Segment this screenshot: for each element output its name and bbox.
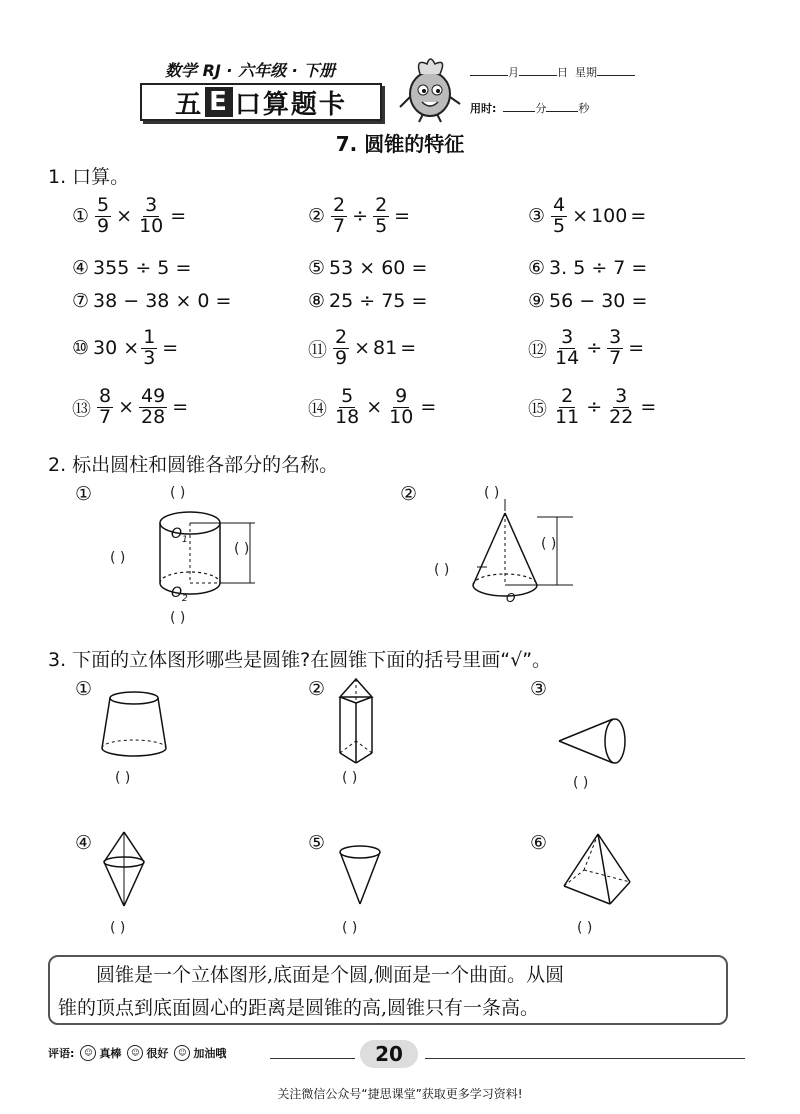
calc-item-8: ⑧ 25 ÷ 75 = [308, 290, 428, 312]
answer-blank: ( ) [434, 562, 450, 578]
date-field: 月 日 星期 [470, 64, 635, 80]
calc-item-14: ⑭ $\frac{5}{18}$ × $\frac{9}{10}$ = [308, 385, 437, 428]
calc-item-6: ⑥ 3. 5 ÷ 7 = [528, 257, 648, 279]
center-o2-label: $O_2$ [171, 585, 188, 604]
shape-label: ③ [530, 678, 548, 700]
calc-item-3: ③ $\frac{4}{5}$ × 100 = [528, 194, 647, 237]
smile-big-icon: ☺ [80, 1045, 96, 1061]
prism-shape [330, 675, 382, 770]
book-subtitle: 数学 RJ · 六年级 · 下册 [165, 61, 336, 80]
answer-blank: ( ) [342, 920, 358, 936]
book-title: 五 E 口算题卡 [140, 83, 382, 121]
answer-blank: ( ) [110, 550, 126, 566]
calc-item-7: ⑦ 38 − 38 × 0 = [72, 290, 232, 312]
answer-blank: ( ) [115, 770, 131, 786]
shape-label: ④ [75, 832, 93, 854]
answer-blank: ( ) [170, 610, 186, 626]
divider [270, 1058, 355, 1059]
knowledge-note: 圆锥是一个立体图形,底面是个圆,侧面是一个曲面。从圆 锥的顶点到底面圆心的距离是圆锥的高,圆锥只有一条高。 [48, 955, 728, 1025]
wechat-notice: 关注微信公众号“捷思课堂”获取更多学习资料! [277, 1087, 523, 1101]
mascot-icon [395, 52, 465, 124]
cone-sideways-shape [555, 715, 630, 770]
answer-blank: ( ) [170, 485, 186, 501]
fig-label-cylinder: ① [75, 483, 93, 505]
calc-item-2: ② $\frac{2}{7}$ ÷ $\frac{2}{5}$ = [308, 194, 411, 237]
calc-item-4: ④ 355 ÷ 5 = [72, 257, 192, 279]
fig-label-cone: ② [400, 483, 418, 505]
calc-item-5: ⑤ 53 × 60 = [308, 257, 428, 279]
shape-label: ① [75, 678, 93, 700]
divider [425, 1058, 745, 1059]
page-number: 20 [360, 1040, 418, 1068]
center-o-label: O [506, 591, 516, 605]
double-cone-shape [100, 828, 148, 910]
answer-blank: ( ) [484, 485, 500, 501]
time-field: 用时: 分 秒 [470, 102, 590, 115]
section3-title: 3. 下面的立体图形哪些是圆锥?在圆锥下面的括号里画“√”。 [48, 649, 552, 671]
answer-blank: ( ) [541, 536, 557, 552]
cone-diagram [465, 495, 585, 615]
calc-item-1: ① $\frac{5}{9}$ × $\frac{3}{10}$ = [72, 194, 187, 237]
page-title: 7. 圆锥的特征 [335, 132, 465, 156]
calc-item-10: ⑩ 30 × $\frac{1}{3}$ = [72, 326, 179, 369]
review-bar: 评语: ☺ 真棒 ☺ 很好 ☺ 加油哦 [48, 1047, 227, 1060]
answer-blank: ( ) [110, 920, 126, 936]
calc-item-9: ⑨ 56 − 30 = [528, 290, 648, 312]
cheer-icon: ☺ [174, 1045, 190, 1061]
calc-item-13: ⑬ $\frac{8}{7}$ × $\frac{49}{28}$ = [72, 385, 189, 428]
answer-blank: ( ) [234, 541, 250, 557]
answer-blank: ( ) [577, 920, 593, 936]
answer-blank: ( ) [342, 770, 358, 786]
shape-label: ② [308, 678, 326, 700]
calc-item-12: ⑫ $\frac{3}{14}$ ÷ $\frac{3}{7}$ = [528, 326, 645, 369]
smile-icon: ☺ [127, 1045, 143, 1061]
inverted-cone-shape [335, 840, 385, 910]
section2-title: 2. 标出圆柱和圆锥各部分的名称。 [48, 454, 339, 476]
answer-blank: ( ) [573, 775, 589, 791]
calc-item-11: ⑪ $\frac{2}{9}$ × 81 = [308, 326, 417, 369]
pyramid-shape [560, 830, 635, 910]
center-o1-label: $O_1$ [171, 526, 188, 545]
cylinder-diagram [150, 495, 280, 615]
calc-item-15: ⑮ $\frac{2}{11}$ ÷ $\frac{3}{22}$ = [528, 385, 657, 428]
frustum-shape [98, 690, 170, 760]
section1-title: 1. 口算。 [48, 166, 130, 188]
shape-label: ⑥ [530, 832, 548, 854]
shape-label: ⑤ [308, 832, 326, 854]
